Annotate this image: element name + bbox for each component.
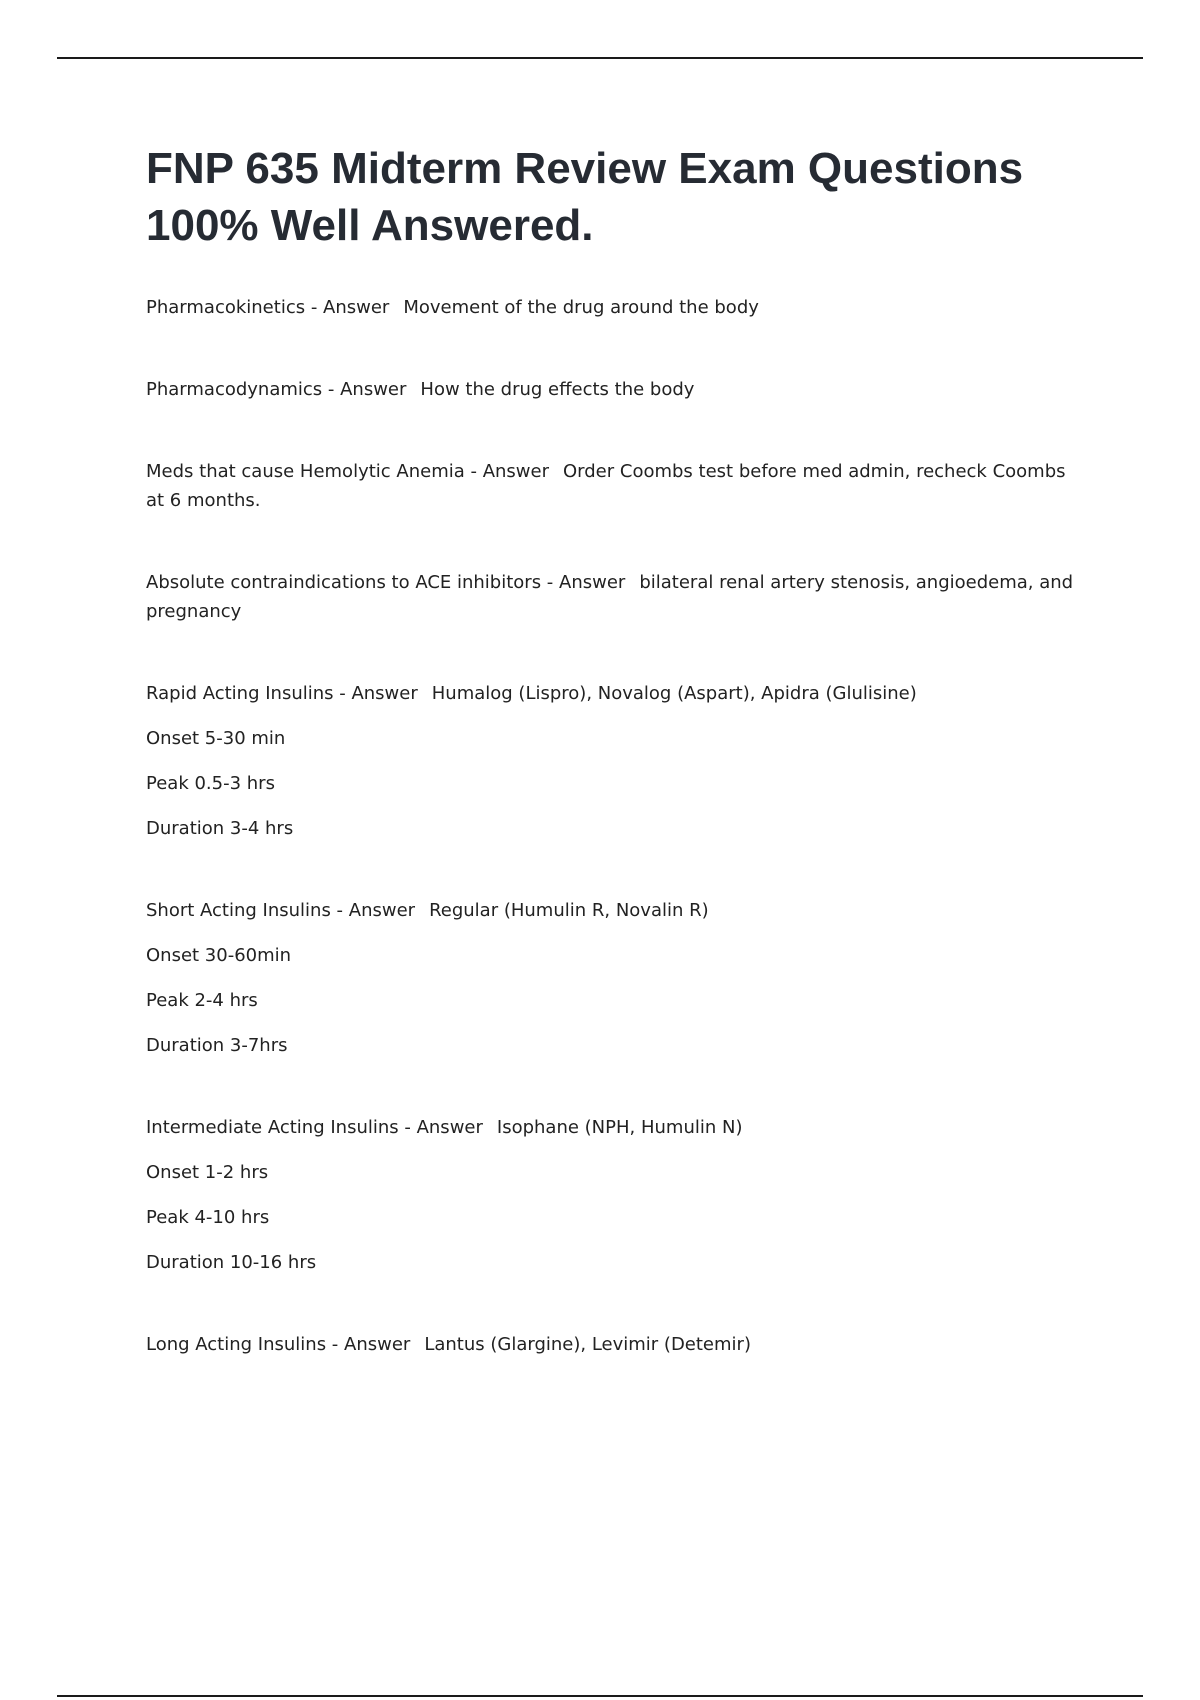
- top-divider: [57, 57, 1143, 59]
- qa-text: [146, 293, 1081, 322]
- question-label: Pharmacokinetics - Answer: [146, 297, 390, 318]
- answer-text: Movement of the drug around the body: [403, 297, 759, 318]
- qa-item: [146, 293, 1081, 322]
- duration-detail: Duration 3-7hrs: [146, 1035, 288, 1056]
- page-title: FNP 635 Midterm Review Exam Questions 100% Well Answered.: [146, 144, 1024, 250]
- qa-item: [146, 679, 1081, 843]
- qa-text: [146, 457, 1081, 515]
- qa-text: [146, 679, 1081, 708]
- qa-text: [146, 1330, 1081, 1359]
- qa-list: [146, 293, 1081, 1359]
- qa-item: [146, 1330, 1081, 1359]
- duration-detail: Duration 3-4 hrs: [146, 818, 294, 839]
- peak-detail: Peak 0.5-3 hrs: [146, 773, 275, 794]
- question-label: Short Acting Insulins - Answer: [146, 900, 416, 921]
- onset-detail: Onset 30-60min: [146, 945, 292, 966]
- question-label: Rapid Acting Insulins - Answer: [146, 683, 418, 704]
- qa-text: [146, 896, 1081, 925]
- answer-text: Regular (Humulin R, Novalin R): [429, 900, 709, 921]
- document-body: [146, 140, 1081, 1412]
- answer-text: Order Coombs test before med admin, recheck Coombs at 6 months.: [146, 461, 1066, 511]
- answer-text: Lantus (Glargine), Levimir (Detemir): [424, 1334, 751, 1355]
- qa-item: [146, 896, 1081, 1060]
- qa-text: [146, 568, 1081, 626]
- peak-detail: Peak 2-4 hrs: [146, 990, 258, 1011]
- answer-text: Isophane (NPH, Humulin N): [496, 1117, 743, 1138]
- onset-detail: Onset 1-2 hrs: [146, 1162, 269, 1183]
- answer-text: Humalog (Lispro), Novalog (Aspart), Apidra (Glulisine): [431, 683, 917, 704]
- peak-detail: Peak 4-10 hrs: [146, 1207, 270, 1228]
- answer-text: How the drug effects the body: [420, 379, 695, 400]
- question-label: Intermediate Acting Insulins - Answer: [146, 1117, 483, 1138]
- qa-item: [146, 1113, 1081, 1277]
- onset-detail: Onset 5-30 min: [146, 728, 286, 749]
- duration-detail: Duration 10-16 hrs: [146, 1252, 317, 1273]
- question-label: Meds that cause Hemolytic Anemia - Answer: [146, 461, 549, 482]
- question-label: Absolute contraindications to ACE inhibitors - Answer: [146, 572, 626, 593]
- qa-text: [146, 375, 1081, 404]
- question-label: Pharmacodynamics - Answer: [146, 379, 407, 400]
- qa-text: [146, 1113, 1081, 1142]
- qa-item: [146, 457, 1081, 515]
- qa-item: [146, 375, 1081, 404]
- qa-item: [146, 568, 1081, 626]
- answer-text: bilateral renal artery stenosis, angioedema, and pregnancy: [146, 572, 1074, 622]
- bottom-divider: [57, 1695, 1143, 1697]
- question-label: Long Acting Insulins - Answer: [146, 1334, 411, 1355]
